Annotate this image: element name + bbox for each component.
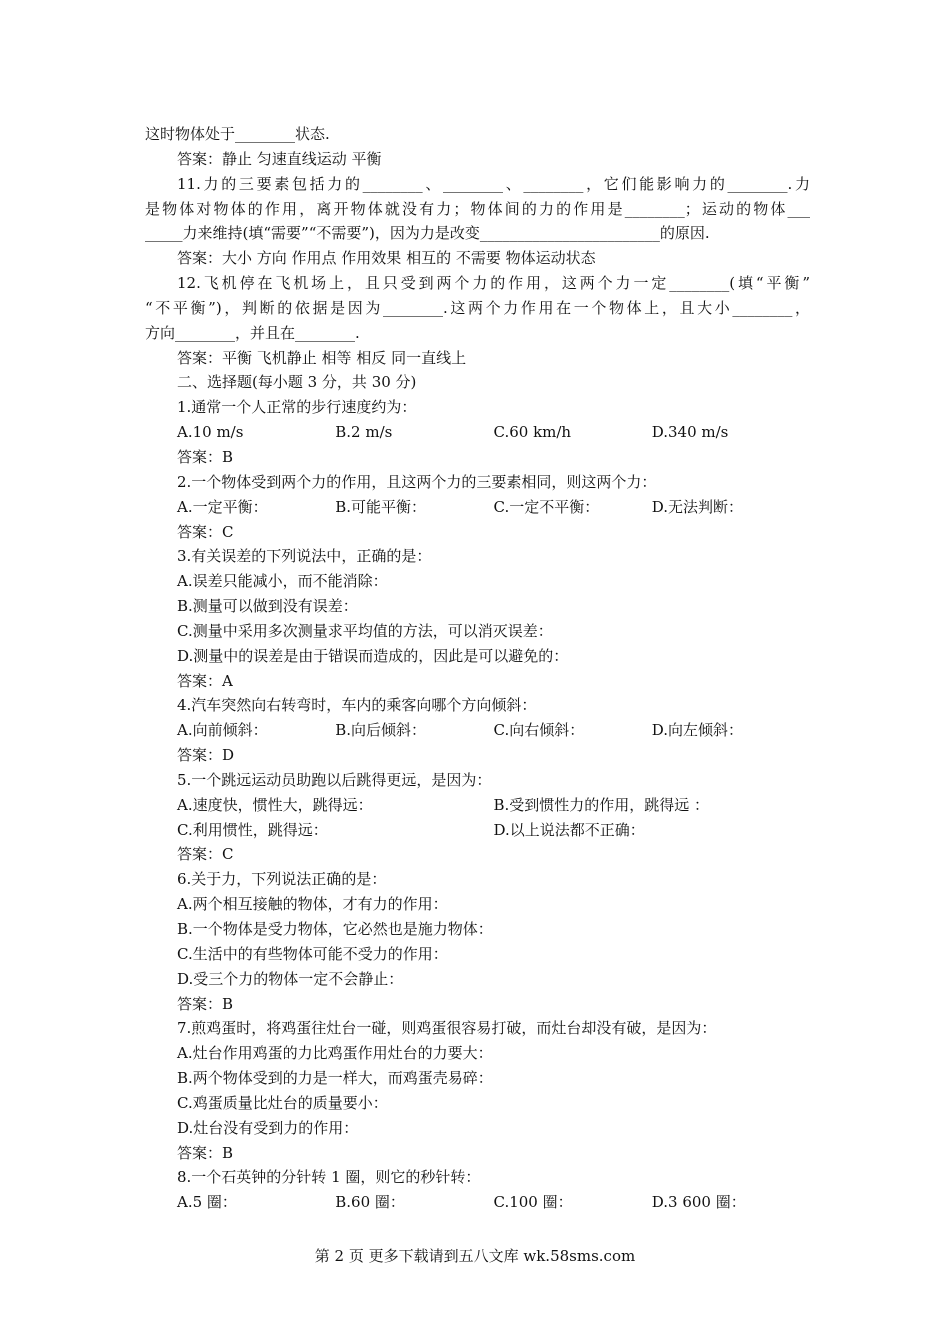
- answer-line: 答案：大小 方向 作用点 作用效果 相互的 不需要 物体运动状态: [177, 249, 596, 268]
- option-row: [145, 495, 810, 520]
- text-line: 这时物体处于________状态.: [145, 125, 330, 143]
- question-4: 4.汽车突然向右转弯时，车内的乘客向哪个方向倾斜：: [177, 696, 537, 715]
- option: B.可能平衡：: [335, 497, 427, 516]
- option-row: [145, 818, 810, 843]
- option: C.100 圈：: [493, 1193, 573, 1212]
- option: C.鸡蛋质量比灶台的质量要小：: [177, 1093, 388, 1112]
- answer-line: 答案：C: [177, 845, 234, 864]
- option: A.一定平衡：: [177, 497, 268, 516]
- option: A.速度快，惯性大，跳得远：: [177, 795, 373, 814]
- question-5: 5.一个跳远运动员助跑以后跳得更远，是因为：: [177, 770, 492, 789]
- option: A.灶台作用鸡蛋的力比鸡蛋作用灶台的力要大：: [177, 1044, 493, 1063]
- option: A.10 m/s: [177, 423, 244, 442]
- question-2: 2.一个物体受到两个力的作用，且这两个力的三要素相同，则这两个力：: [177, 472, 657, 491]
- question-1: 1.通常一个人正常的步行速度约为：: [177, 398, 417, 417]
- option: D.灶台没有受到力的作用：: [177, 1118, 359, 1137]
- option: D.测量中的误差是由于错误而造成的，因此是可以避免的：: [177, 646, 569, 665]
- question-12: 12.飞机停在飞机场上，且只受到两个力的作用，这两个力一定________(填“平衡”: [177, 274, 810, 293]
- answer-line: 答案：B: [177, 1143, 234, 1162]
- answer-line: 答案：C: [177, 522, 234, 541]
- answer-line: 答案：D: [177, 746, 235, 765]
- option: B.受到惯性力的作用，跳得远 ：: [493, 795, 710, 814]
- option: A.5 圈：: [177, 1193, 237, 1212]
- option: B.向后倾斜：: [335, 721, 427, 740]
- page-content: [145, 122, 810, 1215]
- option: C.生活中的有些物体可能不受力的作用：: [177, 944, 448, 963]
- option: C.向右倾斜：: [493, 721, 585, 740]
- option: C.60 km/h: [493, 423, 572, 442]
- option: A.向前倾斜：: [177, 721, 268, 740]
- question-12-cont: 方向________，并且在________.: [145, 323, 360, 342]
- section-heading: 二、选择题(每小题 3 分，共 30 分): [177, 373, 417, 392]
- option: C.一定不平衡：: [493, 497, 600, 516]
- question-12-cont: “不平衡”)，判断的依据是因为________.这两个力作用在一个物体上，且大小________，: [145, 298, 810, 317]
- option: A.误差只能减小，而不能消除：: [177, 572, 388, 591]
- option-row: [145, 1190, 810, 1215]
- option: D.受三个力的物体一定不会静止：: [177, 969, 404, 988]
- question-11-cont: 是物体对物体的作用，离开物体就没有力；物体间的力的作用是________；运动的物体___: [145, 199, 810, 218]
- option-row: [145, 420, 810, 445]
- option-row: [145, 793, 810, 818]
- question-7: 7.煎鸡蛋时，将鸡蛋往灶台一碰，则鸡蛋很容易打破，而灶台却没有破，是因为：: [177, 1019, 717, 1038]
- answer-line: 答案：B: [177, 994, 234, 1013]
- option: B.2 m/s: [335, 423, 393, 442]
- option: D.以上说法都不正确：: [493, 820, 645, 839]
- option: D.无法判断：: [651, 497, 744, 516]
- answer-line: 答案：A: [177, 671, 233, 690]
- question-8: 8.一个石英钟的分针转 1 圈，则它的秒针转：: [177, 1168, 481, 1187]
- option: A.两个相互接触的物体，才有力的作用：: [177, 895, 448, 914]
- question-3: 3.有关误差的下列说法中，正确的是：: [177, 547, 432, 566]
- option: B.一个物体是受力物体，它必然也是施力物体：: [177, 920, 493, 938]
- question-6: 6.关于力，下列说法正确的是：: [177, 870, 387, 889]
- answer-line: 答案：B: [177, 447, 234, 466]
- option: C.测量中采用多次测量求平均值的方法，可以消灭误差：: [177, 621, 553, 640]
- page-footer: 第 2 页 更多下载请到五八文库 wk.58sms.com: [314, 1247, 636, 1265]
- question-11: 11.力的三要素包括力的________、________、________，它们能影响力的________.力: [177, 174, 810, 193]
- answer-line: 答案：平衡 飞机静止 相等 相反 同一直线上: [177, 348, 467, 367]
- option-row: [145, 718, 810, 743]
- option: D.340 m/s: [651, 423, 729, 442]
- question-11-cont: _____力来维持(填“需要”“不需要”)，因为力是改变________________________的原因.: [145, 224, 710, 243]
- option: B.测量可以做到没有误差：: [177, 597, 358, 616]
- option: B.60 圈：: [335, 1193, 405, 1212]
- answer-line: 答案：静止 匀速直线运动 平衡: [177, 149, 382, 168]
- option: B.两个物体受到的力是一样大，而鸡蛋壳易碎：: [177, 1069, 493, 1088]
- option: C.利用惯性，跳得远：: [177, 820, 328, 839]
- option: D.3 600 圈：: [651, 1193, 746, 1212]
- option: D.向左倾斜：: [651, 721, 744, 740]
